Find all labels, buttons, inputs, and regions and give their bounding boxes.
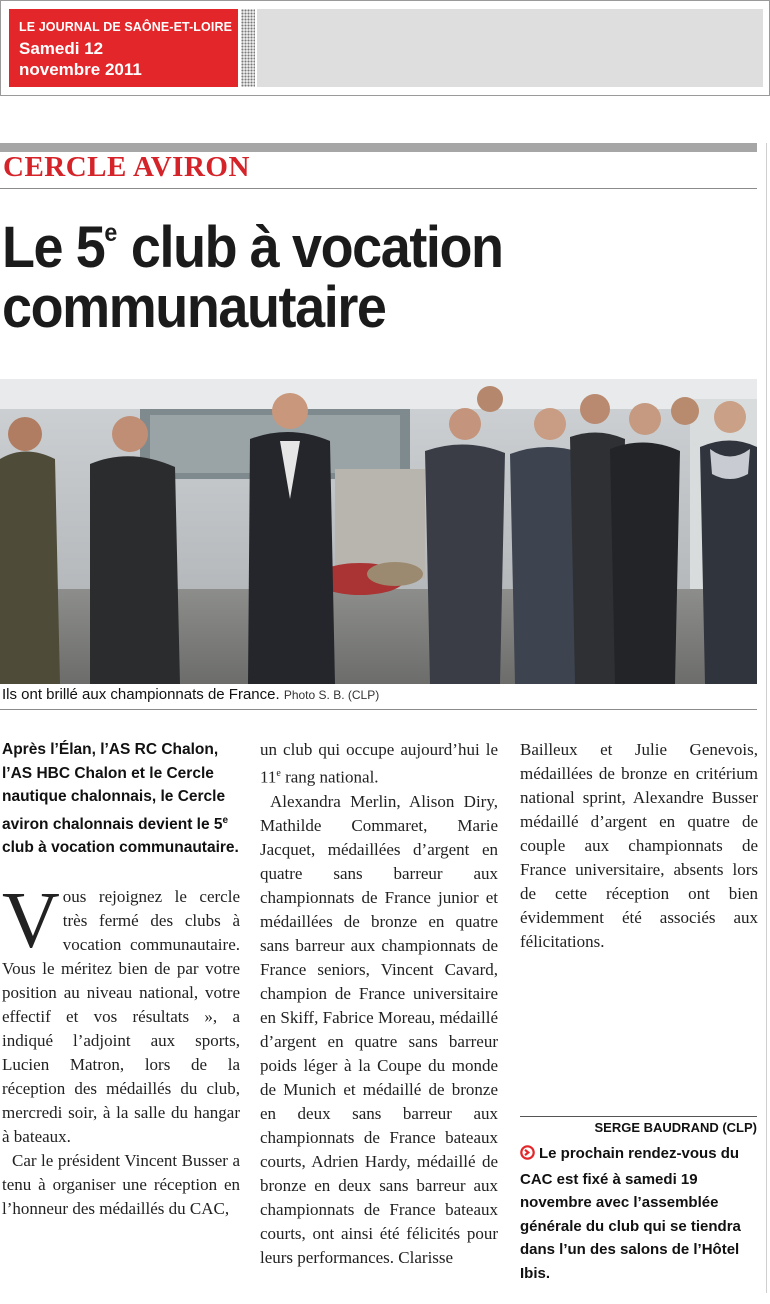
paragraph-2-continued: un club qui occupe aujourd’hui le 11e rang national. xyxy=(260,740,498,787)
photo-caption xyxy=(2,686,379,703)
photo-credit: Photo S. B. (CLP) xyxy=(283,688,380,702)
article-column-3 xyxy=(520,738,758,954)
paragraph-2-superscript: e xyxy=(276,768,281,779)
headline xyxy=(2,203,704,338)
author-signature: SERGE BAUDRAND (CLP) xyxy=(594,1120,757,1135)
masthead xyxy=(0,0,770,96)
headline-superscript: e xyxy=(104,219,118,247)
masthead-grey-band xyxy=(257,9,763,87)
paragraph-2 xyxy=(2,1149,240,1221)
article-column-2 xyxy=(260,738,498,1270)
signature-rule xyxy=(520,1116,757,1117)
publication-name: LE JOURNAL DE SAÔNE-ET-LOIRE xyxy=(19,20,233,34)
photo-image xyxy=(0,379,757,684)
headline-part1: Le 5 xyxy=(2,215,105,280)
article-lead xyxy=(2,738,240,860)
lead-part1: Après l’Élan, l’AS RC Chalon, l’AS HBC Chalon et le Cercle nautique chalonnais, le Cercle aviron chalonnais devient le 5 xyxy=(2,741,226,833)
paragraph-1-text: ous rejoignez le cercle très fermé des clubs à vocation communautaire. Vous le méritez bien de par votre position au niveau national, votre effectif et vos résultats », a indiqué l’adjoint aux sports, Lucien Matron, lors de la réception des médaillés du club, mercredi soir, à la salle du hangar à bateaux. xyxy=(2,886,240,1146)
paragraph-3-text: Bailleux et Julie Genevois, médaillées de bronze en critérium national sprint, Alexandre Busser médaillé d’argent en quatre de couple aux championnats de France universitaire, absents lors de cette réception ont bien évidemment été associés aux félicitations. xyxy=(520,740,758,951)
caption-text: Ils ont brillé aux championnats de France. xyxy=(2,686,280,703)
rubric-rule xyxy=(0,188,757,189)
caption-rule xyxy=(0,709,757,710)
rubric-label: CERCLE AVIRON xyxy=(3,151,250,183)
column-2-flow xyxy=(260,738,498,1270)
info-note-text: Le prochain rendez-vous du CAC est fixé à samedi 19 novembre avec l’assemblée générale du club qui se tiendra dans l’un des salons de l’Hôtel Ibis. xyxy=(520,1145,741,1282)
column-3-flow xyxy=(520,738,758,954)
info-note xyxy=(520,1142,757,1285)
dotted-divider xyxy=(241,9,255,87)
arrow-circle-icon xyxy=(520,1144,535,1168)
article-column-1 xyxy=(2,738,240,1221)
lead-part2: club à vocation communautaire. xyxy=(2,839,239,857)
drop-cap: V xyxy=(2,876,60,965)
lead-superscript: e xyxy=(222,814,229,826)
column-edge-rule xyxy=(766,143,767,1293)
article-photo xyxy=(0,379,757,684)
paragraph-2-text-a: Car le président Vincent Busser a tenu à organiser une réception en l’honneur des médaillés du CAC, xyxy=(2,1150,240,1218)
publication-date: Samedi 12 novembre 2011 xyxy=(19,39,142,79)
paragraph-3-text: Alexandra Merlin, Alison Diry, Mathilde Commaret, Marie Jacquet, médaillées d’argent en quatre sans barreur aux championnats de France junior et médaillées de bronze en quatre sans barreur aux championnats de France seniors, Vincent Cavard, champion de France universitaire en Skiff, Fabrice Moreau, médaillé d’argent en quatre sans barreur poids léger à la Coupe du monde de Munich et médaillé de bronze en deux sans barreur aux championnats de France bateaux courts, Adrien Hardy, médaillé de bronze en deux sans barreur aux championnats de France bateaux courts, ont ainsi été félicités pour leurs performances. Clarisse xyxy=(260,791,498,1267)
publication-box xyxy=(9,9,238,87)
headline-part2: club à vocation communautaire xyxy=(2,215,503,340)
paragraph-1 xyxy=(2,876,240,1149)
